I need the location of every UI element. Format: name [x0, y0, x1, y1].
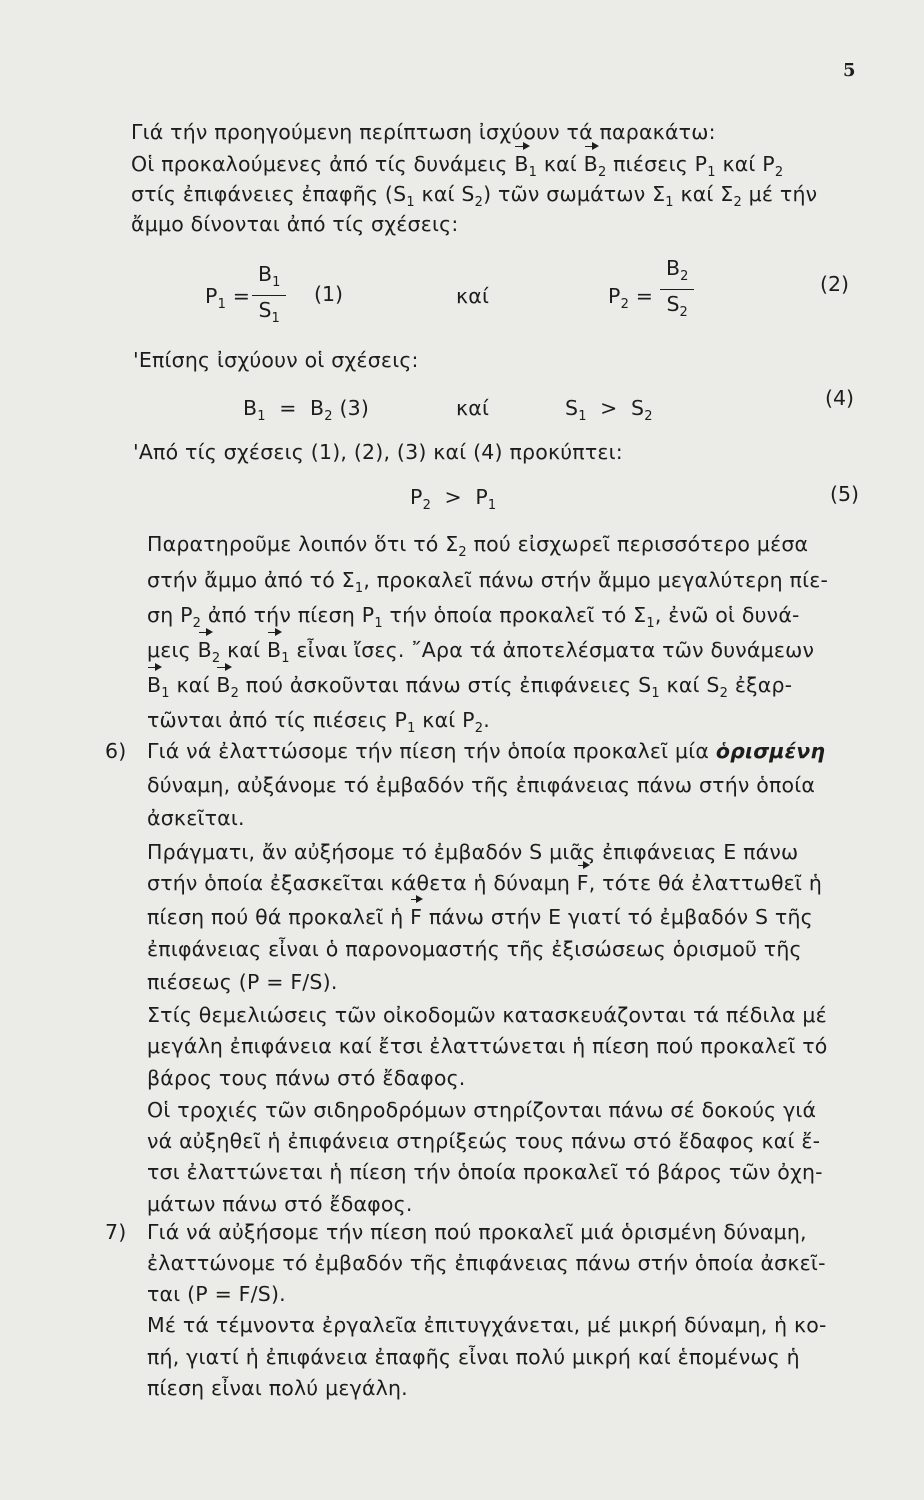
item6-number: 6)	[105, 739, 127, 763]
item6-line1: Γιά νά ἐλαττώσομε τήν πίεση τήν ὁποία προκαλεῖ μία ὁρισμένη	[147, 739, 826, 763]
para1-line2: στίς ἐπιφάνειες ἐπαφῆς ($S_1$ καί $S_2$) τῶν σωμάτων $\Sigma_1$ καί $\Sigma_2$ μέ τήν	[131, 182, 818, 210]
para2-line3: ση $P_2$ ἀπό τήν πίεση $P_1$ τήν ὁποία προκαλεῖ τό $\Sigma_1$, ἐνῶ οἱ δυνά-	[147, 603, 800, 631]
vector-b2: B	[197, 638, 212, 662]
para2-line2: στήν ἄμμο ἀπό τό $\Sigma_1$, προκαλεῖ πάνω στήν ἄμμο μεγαλύτερη πίε-	[147, 568, 829, 596]
eq3-kai: καί	[456, 396, 490, 420]
item6-p2-line1: Στίς θεμελιώσεις τῶν οἰκοδομῶν κατασκευάζονται τά πέδιλα μέ	[147, 1003, 827, 1027]
eq3: $B_1 = B_2$ (3)	[243, 396, 370, 424]
item6-p3-line2: νά αὐξηθεῖ ἡ ἐπιφάνεια στηρίξεώς τους πάνω στό ἔδαφος καί ἔ-	[147, 1129, 821, 1153]
vector-b2: B	[583, 152, 598, 176]
eq2-fraction: $\frac{B_2}{S_2}$	[660, 256, 694, 325]
intro-line: Γιά τήν προηγούμενη περίπτωση ἰσχύουν τά παρακάτω:	[131, 120, 716, 144]
vector-b1: B	[514, 152, 529, 176]
item6-p1-line1: Πράγματι, ἄν αὐξήσομε τό ἐμβαδόν S μιᾶς ἐπιφάνειας Ε πάνω	[147, 840, 799, 864]
item6-p3-line1: Οἱ τροχιές τῶν σιδηροδρόμων στηρίζονται πάνω σέ δοκούς γιά	[147, 1098, 817, 1122]
eq2-tag: (2)	[820, 272, 850, 296]
item7-p1-line3: πίεση εἶναι πολύ μεγάλη.	[147, 1376, 408, 1400]
eq4-tag: (4)	[825, 386, 855, 410]
eq5-tag: (5)	[830, 482, 860, 506]
item6-p1-line3: πίεση πού θά προκαλεῖ ἡ F πάνω στήν Ε γιατί τό ἐμβαδόν S τῆς	[147, 905, 813, 929]
eq1-tag: (1)	[314, 282, 344, 306]
vector-f: F	[410, 905, 423, 929]
vector-f: F	[576, 871, 589, 895]
item6-p1-line5: πιέσεως (P = F/S).	[147, 970, 338, 994]
item7-line3: ται (P = F/S).	[147, 1282, 286, 1306]
item6-p1-line2: στήν ὁποία ἐξασκεῖται κάθετα ἡ δύναμη F, τότε θά ἐλαττωθεῖ ἡ	[147, 871, 823, 895]
item7-number: 7)	[105, 1220, 127, 1244]
item6-p2-line2: μεγάλη ἐπιφάνεια καί ἔτσι ἐλαττώνεται ἡ πίεση πού προκαλεῖ τό	[147, 1034, 828, 1058]
item6-line3: ἀσκεῖται.	[147, 806, 245, 830]
item7-p1-line1: Μέ τά τέμνοντα ἐργαλεῖα ἐπιτυγχάνεται, μέ μικρή δύναμη, ἡ κο-	[147, 1313, 827, 1337]
para2-line4: μεις $B_2$ καί $B_1$ εἶναι ἴσες. ῎Αρα τά ἀποτελέσματα τῶν δυνάμεων	[147, 638, 815, 666]
vector-b1: B	[266, 638, 282, 662]
eq2-lhs: $P_2$ =	[608, 284, 654, 312]
para2-line1: Παρατηροῦμε λοιπόν ὅτι τό $\Sigma_2$ πού εἰσχωρεῖ περισσότερο μέσα	[147, 532, 809, 560]
item6-p2-line3: βάρος τους πάνω στό ἔδαφος.	[147, 1066, 466, 1090]
item7-line2: ἐλαττώνομε τό ἐμβαδόν τῆς ἐπιφάνειας πάνω στήν ὁποία ἀσκεῖ-	[147, 1251, 826, 1275]
item6-p3-line4: μάτων πάνω στό ἔδαφος.	[147, 1192, 413, 1216]
para2-line5: $B_1$ καί $B_2$ πού ἀσκοῦνται πάνω στίς ἐπιφάνειες $S_1$ καί $S_2$ ἐξαρ-	[147, 673, 793, 701]
vector-b1: B	[147, 673, 162, 697]
vector-b2: B	[216, 673, 231, 697]
item6-p3-line3: τσι ἐλαττώνεται ἡ πίεση τήν ὁποία προκαλεῖ τό βάρος τῶν ὀχη-	[147, 1160, 823, 1184]
item7-line1: Γιά νά αὐξήσομε τήν πίεση πού προκαλεῖ μιά ὁρισμένη δύναμη,	[147, 1220, 807, 1244]
eq1-fraction: $\frac{B_1}{S_1}$	[252, 262, 286, 331]
from-line: 'Από τίς σχέσεις (1), (2), (3) καί (4) προκύπτει:	[133, 440, 623, 464]
eq5: $P_2 > P_1$	[410, 485, 497, 513]
para1-line3: ἄμμο δίνονται ἀπό τίς σχέσεις:	[131, 212, 459, 236]
item7-p1-line2: πή, γιατί ἡ ἐπιφάνεια ἐπαφῆς εἶναι πολύ μικρή καί ἑπομένως ἡ	[147, 1345, 800, 1369]
eq1-kai: καί	[456, 284, 490, 308]
para1-line1: Οἱ προκαλούμενες ἀπό τίς δυνάμεις $B_1$ καί $B_2$ πιέσεις $P_1$ καί $P_2$	[131, 152, 784, 180]
item6-line2: δύναμη, αὐξάνομε τό ἐμβαδόν τῆς ἐπιφάνειας πάνω στήν ὁποία	[147, 773, 816, 797]
eq1-lhs: $P_1$ =	[205, 284, 251, 312]
item6-p1-line4: ἐπιφάνειας εἶναι ὁ παρονομαστής τῆς ἐξισώσεως ὁρισμοῦ τῆς	[147, 937, 802, 961]
eq4: $S_1 > S_2$	[565, 396, 653, 424]
page-number: 5	[843, 60, 856, 81]
para2-line6: τῶνται ἀπό τίς πιέσεις $P_1$ καί $P_2$.	[147, 708, 490, 736]
also-line: 'Επίσης ἰσχύουν οἱ σχέσεις:	[133, 348, 419, 372]
